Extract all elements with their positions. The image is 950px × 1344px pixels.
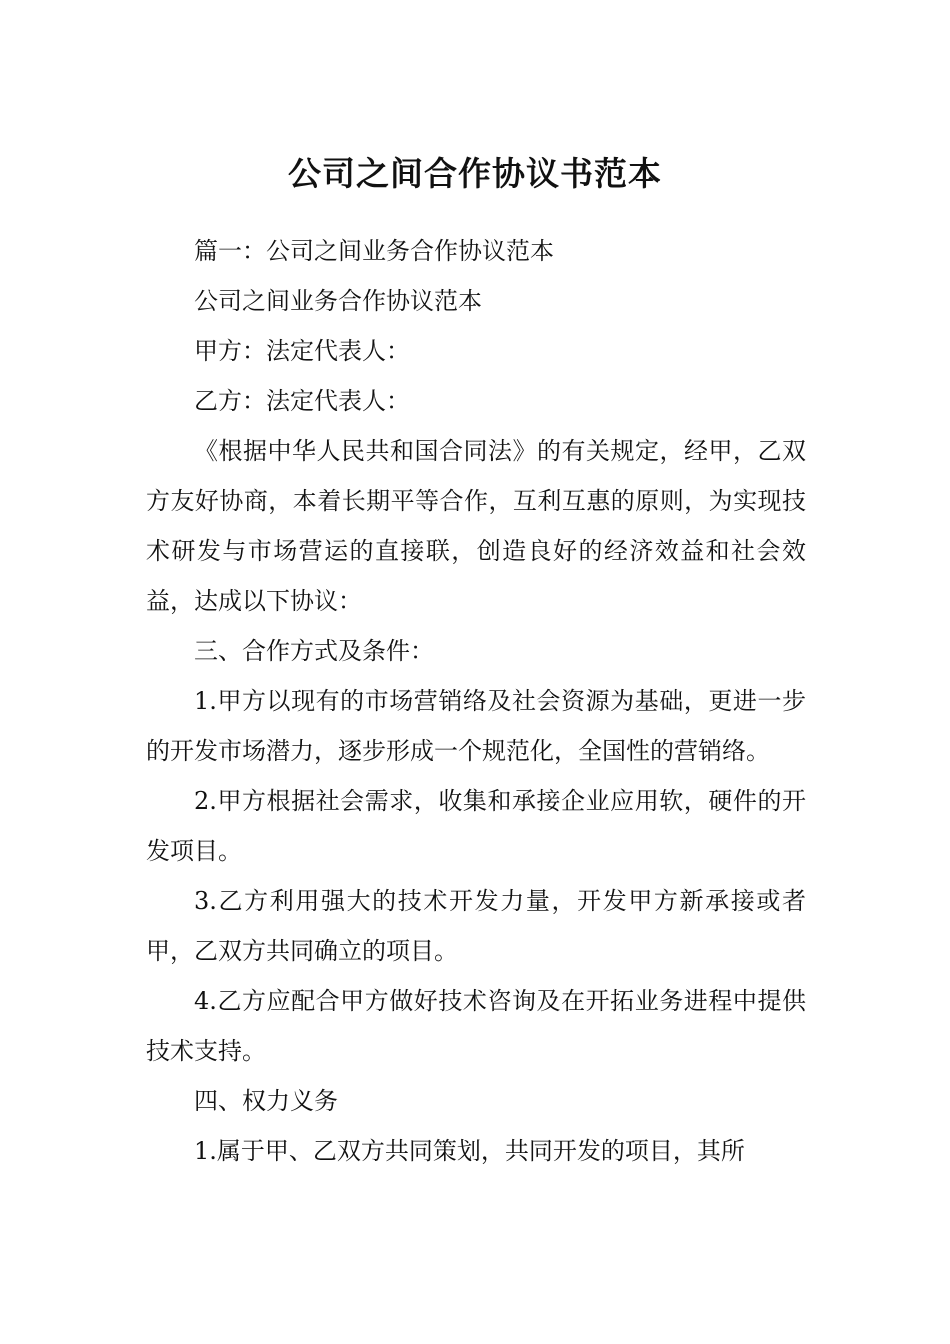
paragraph-clause-4: 4.乙方应配合甲方做好技术咨询及在开拓业务进程中提供技术支持。 bbox=[146, 987, 806, 1065]
document-body bbox=[146, 226, 806, 1176]
paragraph-rights-clause-1: 1.属于甲、乙双方共同策划，共同开发的项目，其所 bbox=[194, 1137, 745, 1165]
paragraph-clause-1: 1.甲方以现有的市场营销络及社会资源为基础，更进一步的开发市场潜力，逐步形成一个规范化，全国性的营销络。 bbox=[146, 687, 806, 765]
paragraph-heading-rights: 四、权力义务 bbox=[194, 1087, 338, 1115]
document-title: 公司之间合作协议书范本 bbox=[288, 154, 662, 194]
paragraph-party-b: 乙方：法定代表人： bbox=[194, 387, 410, 415]
paragraph-clause-2: 2.甲方根据社会需求，收集和承接企业应用软，硬件的开发项目。 bbox=[146, 787, 806, 865]
paragraph-party-a: 甲方：法定代表人： bbox=[194, 337, 410, 365]
paragraph-heading-cooperation: 三、合作方式及条件： bbox=[194, 637, 434, 665]
paragraph-clause-3: 3.乙方利用强大的技术开发力量，开发甲方新承接或者甲，乙双方共同确立的项目。 bbox=[146, 887, 806, 965]
paragraph-agreement-name: 公司之间业务合作协议范本 bbox=[194, 287, 482, 315]
paragraph-preamble: 《根据中华人民共和国合同法》的有关规定，经甲，乙双方友好协商，本着长期平等合作，互利互惠的原则，为实现技术研发与市场营运的直接联，创造良好的经济效益和社会效益，达成以下协议： bbox=[146, 437, 806, 615]
paragraph-section-heading: 篇一：公司之间业务合作协议范本 bbox=[194, 237, 554, 265]
